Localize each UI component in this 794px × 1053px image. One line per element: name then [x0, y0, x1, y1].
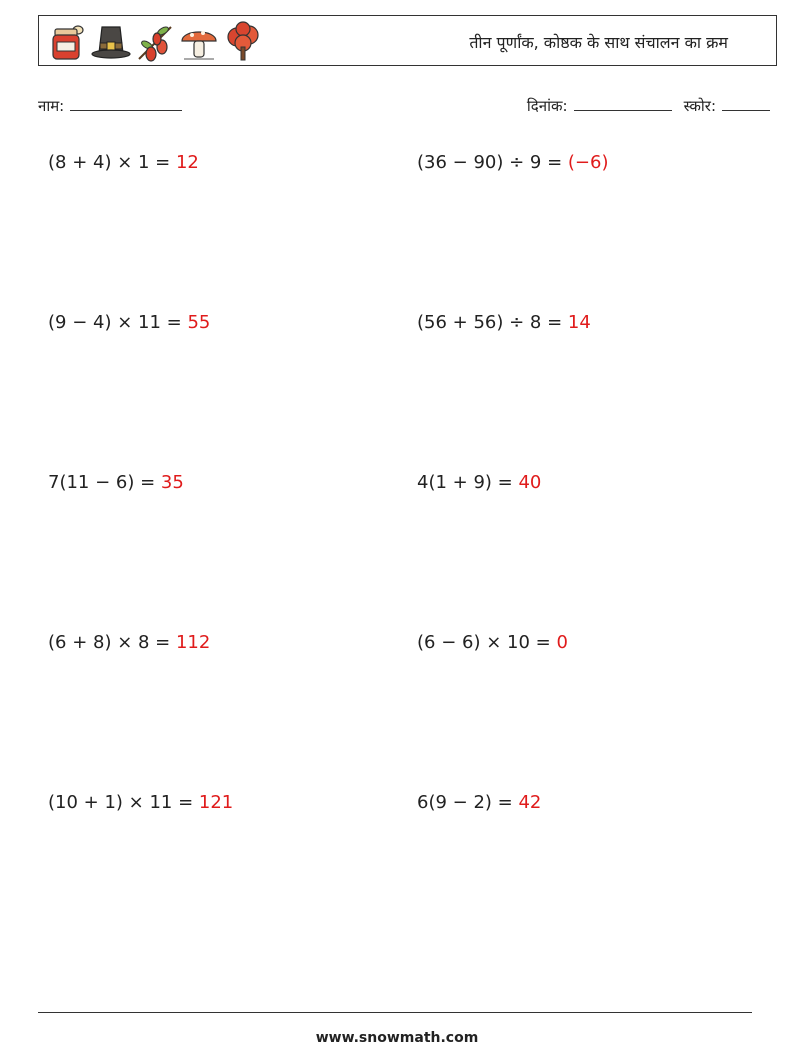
problem-3 — [48, 312, 210, 333]
problem-9 — [48, 792, 233, 813]
problem-question: (9 − 4) × 11 = — [48, 312, 188, 333]
problem-answer: 0 — [556, 632, 568, 653]
problem-answer: 14 — [567, 312, 591, 333]
problem-answer: 55 — [187, 312, 211, 333]
problem-question: (36 − 90) ÷ 9 = — [417, 152, 568, 173]
footer-site-link[interactable]: www.snowmath.com — [315, 1030, 479, 1046]
mushroom-icon — [179, 21, 219, 63]
problem-answer: 40 — [518, 472, 542, 493]
problem-6 — [417, 472, 541, 493]
problem-answer: 112 — [175, 632, 211, 653]
problem-question: (56 + 56) ÷ 8 = — [417, 312, 568, 333]
problem-question: 7(11 − 6) = — [48, 472, 161, 493]
problem-question: 6(9 − 2) = — [417, 792, 519, 813]
problem-8 — [417, 632, 568, 653]
problem-1 — [48, 152, 199, 173]
pilgrim-hat-icon — [91, 21, 131, 63]
date-score-fields — [527, 96, 770, 116]
problem-answer: 12 — [175, 152, 199, 173]
date-label: दिनांक: — [526, 97, 568, 115]
problem-2 — [417, 152, 608, 173]
problem-4 — [417, 312, 591, 333]
problem-answer: 42 — [518, 792, 542, 813]
problem-7 — [48, 632, 210, 653]
jam-jar-icon — [47, 21, 87, 63]
rosehip-branch-icon — [135, 21, 175, 63]
problem-question: (6 − 6) × 10 = — [417, 632, 557, 653]
problem-question: (6 + 8) × 8 = — [48, 632, 176, 653]
problem-answer: (−6) — [567, 152, 609, 173]
problem-question: (10 + 1) × 11 = — [48, 792, 199, 813]
score-label: स्कोर: — [683, 97, 716, 115]
score-blank[interactable] — [722, 96, 770, 111]
problem-answer: 35 — [160, 472, 184, 493]
problem-5 — [48, 472, 184, 493]
worksheet-title: तीन पूर्णांक, कोष्ठक के साथ संचालन का क्रम — [469, 33, 728, 52]
name-blank[interactable] — [70, 96, 182, 111]
problem-10 — [417, 792, 541, 813]
problem-question: (8 + 4) × 1 = — [48, 152, 176, 173]
problem-question: 4(1 + 9) = — [417, 472, 519, 493]
name-label: नाम: — [38, 97, 65, 115]
autumn-tree-icon — [223, 21, 263, 63]
problem-answer: 121 — [198, 792, 234, 813]
date-blank[interactable] — [574, 96, 672, 111]
worksheet-header — [38, 15, 777, 66]
name-field — [38, 96, 182, 116]
header-icons — [47, 21, 263, 63]
footer-divider — [38, 1012, 752, 1013]
